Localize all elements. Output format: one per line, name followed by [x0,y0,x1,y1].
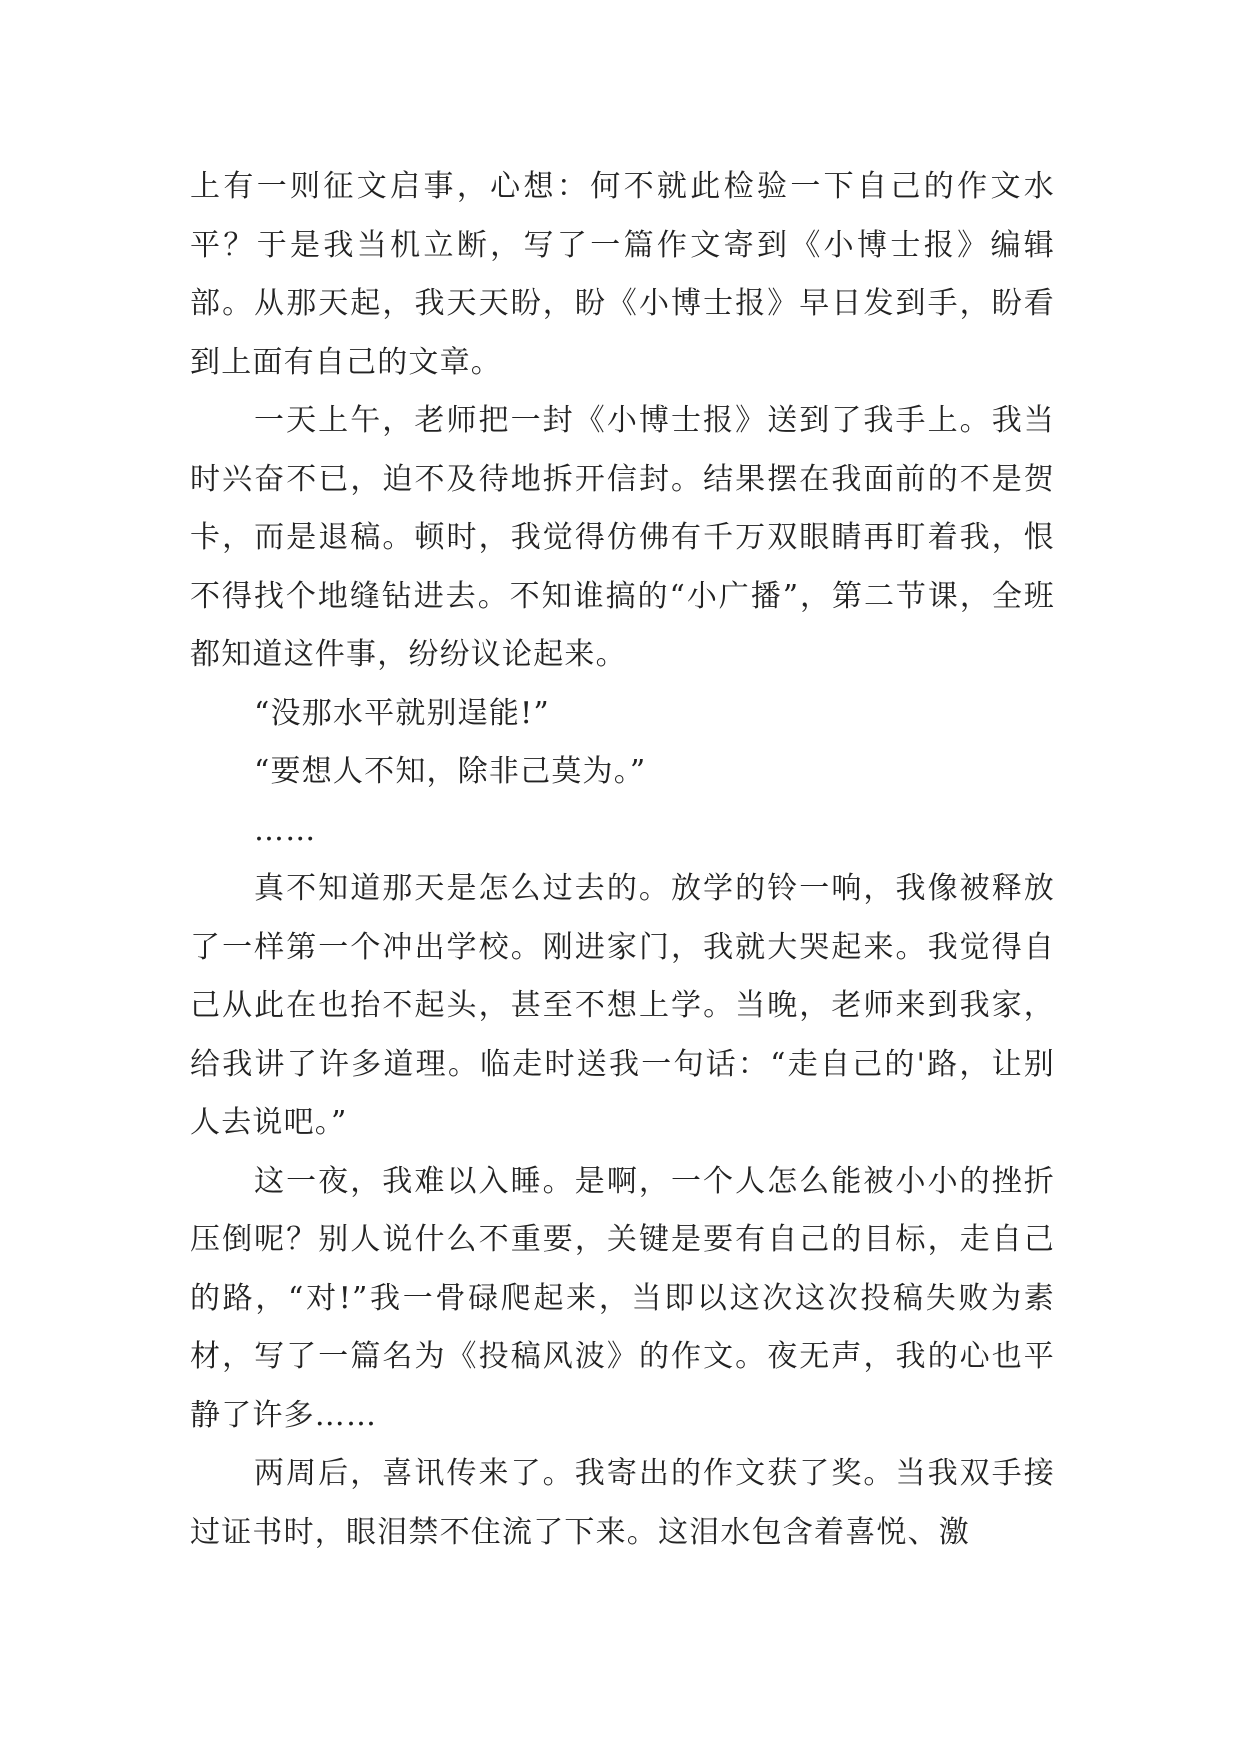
paragraph-3-quote: “没那水平就别逞能!” [254,695,550,731]
paragraph-6: 真不知道那天是怎么过去的。放学的铃一响，我像被释放了一样第一个冲出学校。刚进家门，我就大哭起来。我觉得自己从此在也抬不起头，甚至不想上学。当晚，老师来到我家，给我讲了许多道理。临走时送我一句话：“走自己的'路，让别人去说吧。” [190,871,1055,1140]
paragraph-2: 一天上午，老师把一封《小博士报》送到了我手上。我当时兴奋不已，迫不及待地拆开信封。结果摆在我面前的不是贺卡，而是退稿。顿时，我觉得仿佛有千万双眼睛再盯着我，恨不得找个地缝钻进去。不知谁搞的“小广播”，第二节课，全班都知道这件事，纷纷议论起来。 [190,403,1055,672]
paragraph-5-ellipsis: …… [254,812,317,848]
paragraph-8: 两周后，喜讯传来了。我寄出的作文获了奖。当我双手接过证书时，眼泪禁不住流了下来。这泪水包含着喜悦、激 [190,1456,1055,1550]
paragraph-4-quote: “要想人不知，除非己莫为。” [254,754,647,789]
paragraph-1: 上有一则征文启事，心想：何不就此检验一下自己的作文水平？于是我当机立断，写了一篇作文寄到《小博士报》编辑部。从那天起，我天天盼，盼《小博士报》早日发到手，盼看到上面有自己的文章。 [190,169,1055,380]
paragraph-7: 这一夜，我难以入睡。是啊，一个人怎么能被小小的挫折压倒呢？别人说什么不重要，关键是要有自己的目标，走自己的路，“对!”我一骨碌爬起来，当即以这次这次投稿失败为素材，写了一篇名为《投稿风波》的作文。夜无声，我的心也平静了许多…… [190,1163,1055,1433]
article-body [190,158,1055,1562]
